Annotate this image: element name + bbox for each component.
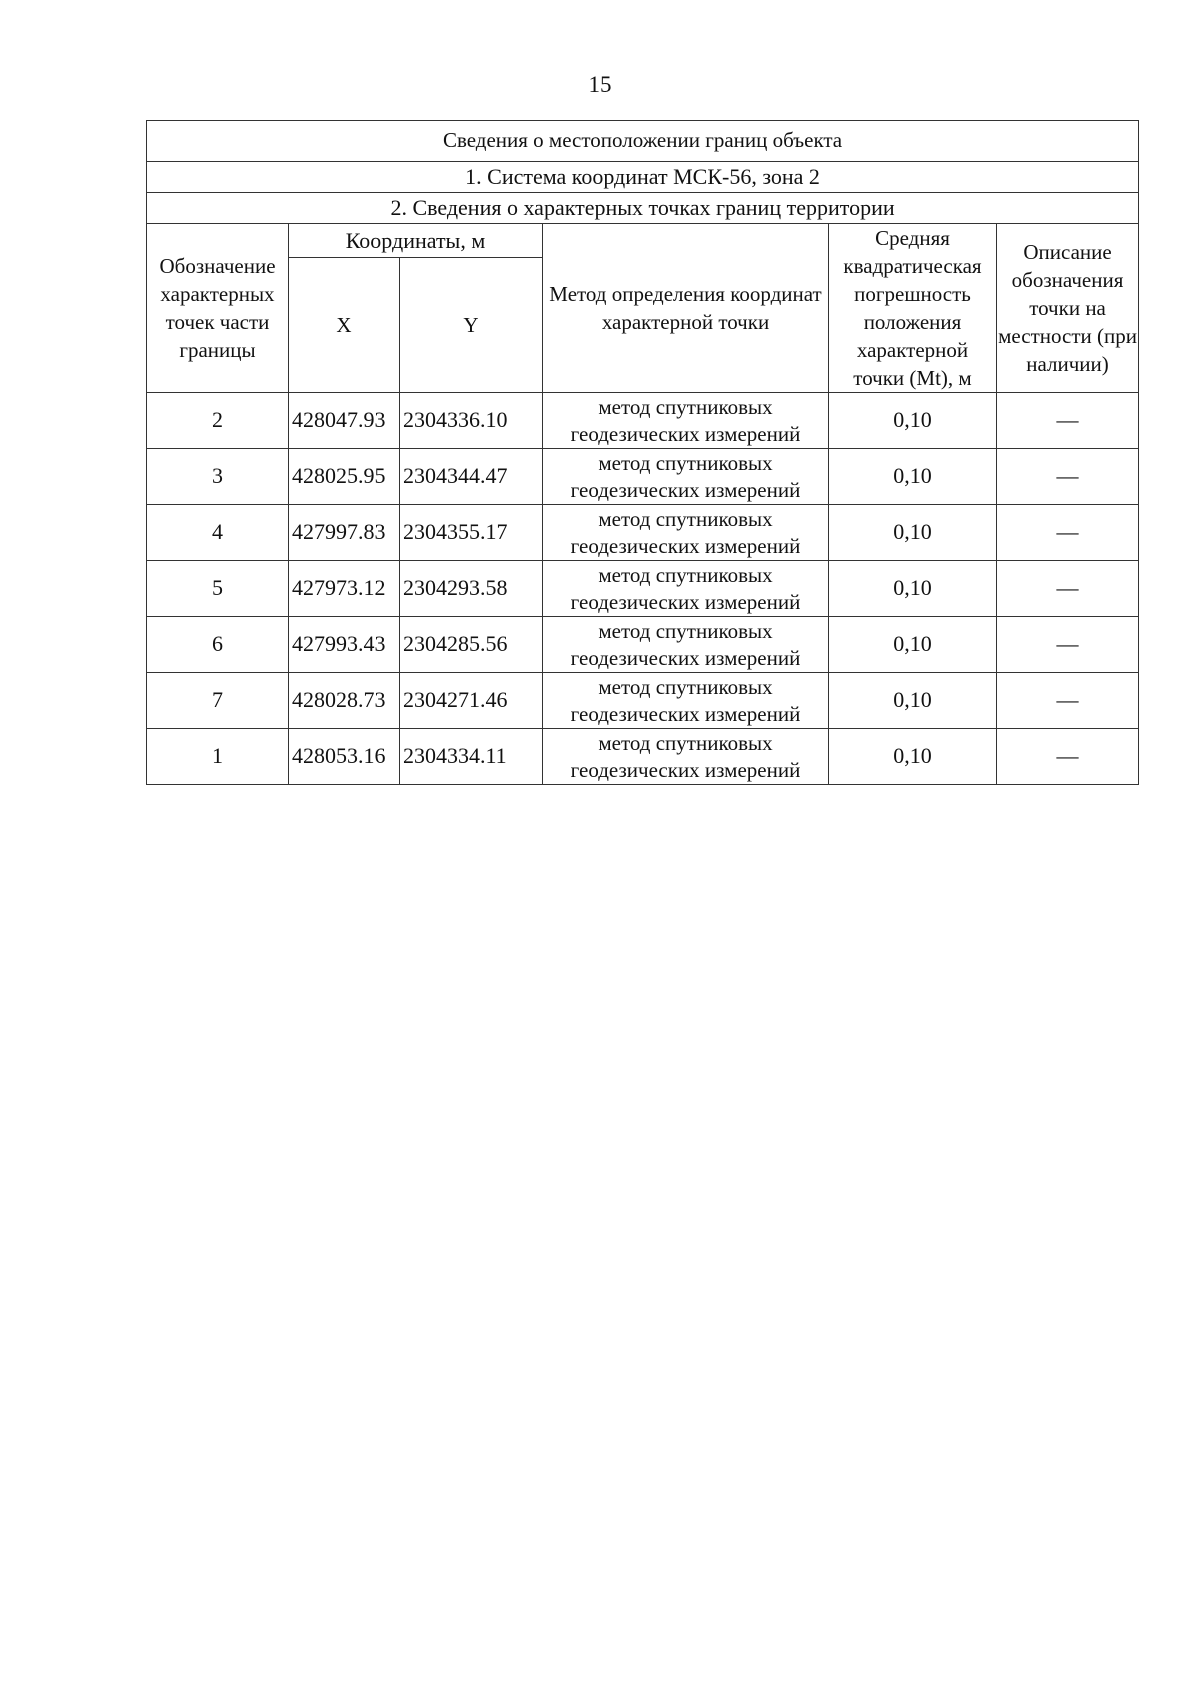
point-id-cell: 7 — [147, 673, 289, 729]
coordinate-system-line: 1. Система координат МСК-56, зона 2 — [147, 162, 1139, 193]
description-cell: — — [997, 449, 1139, 505]
x-coordinate-cell: 428028.73 — [289, 673, 400, 729]
table-row — [147, 393, 1139, 449]
description-cell: — — [997, 505, 1139, 561]
table-row — [147, 505, 1139, 561]
table-row — [147, 729, 1139, 785]
y-coordinate-cell: 2304334.11 — [400, 729, 543, 785]
method-cell: метод спутниковых геодезических измерений — [543, 673, 829, 729]
y-coordinate-cell: 2304344.47 — [400, 449, 543, 505]
y-coordinate-cell: 2304293.58 — [400, 561, 543, 617]
x-coordinate-cell: 427973.12 — [289, 561, 400, 617]
mean-error-cell: 0,10 — [829, 617, 997, 673]
y-coordinate-cell: 2304271.46 — [400, 673, 543, 729]
table-row — [147, 617, 1139, 673]
method-cell: метод спутниковых геодезических измерений — [543, 561, 829, 617]
header-description: Описание обозначения точки на местности (при наличии) — [997, 224, 1139, 393]
boundary-points-table — [146, 120, 1139, 785]
header-point-designation: Обозначение характерных точек части границы — [147, 224, 289, 393]
header-x: X — [289, 258, 400, 393]
table-row — [147, 673, 1139, 729]
table-row — [147, 449, 1139, 505]
table-caption: Сведения о местоположении границ объекта — [147, 121, 1139, 162]
mean-error-cell: 0,10 — [829, 449, 997, 505]
x-coordinate-cell: 427997.83 — [289, 505, 400, 561]
x-coordinate-cell: 428047.93 — [289, 393, 400, 449]
points-section-line: 2. Сведения о характерных точках границ территории — [147, 193, 1139, 224]
method-cell: метод спутниковых геодезических измерений — [543, 617, 829, 673]
x-coordinate-cell: 427993.43 — [289, 617, 400, 673]
x-coordinate-cell: 428053.16 — [289, 729, 400, 785]
description-cell: — — [997, 617, 1139, 673]
y-coordinate-cell: 2304355.17 — [400, 505, 543, 561]
point-id-cell: 6 — [147, 617, 289, 673]
method-cell: метод спутниковых геодезических измерений — [543, 505, 829, 561]
mean-error-cell: 0,10 — [829, 393, 997, 449]
description-cell: — — [997, 673, 1139, 729]
header-mean-error: Средняя квадратическая погрешность положения характерной точки (Mt), м — [829, 224, 997, 393]
page-number: 15 — [588, 72, 612, 97]
mean-error-cell: 0,10 — [829, 561, 997, 617]
point-id-cell: 2 — [147, 393, 289, 449]
method-cell: метод спутниковых геодезических измерений — [543, 729, 829, 785]
point-id-cell: 1 — [147, 729, 289, 785]
table-row — [147, 561, 1139, 617]
header-y: Y — [400, 258, 543, 393]
description-cell: — — [997, 561, 1139, 617]
point-id-cell: 4 — [147, 505, 289, 561]
mean-error-cell: 0,10 — [829, 505, 997, 561]
header-method: Метод определения координат характерной точки — [543, 224, 829, 393]
method-cell: метод спутниковых геодезических измерений — [543, 449, 829, 505]
y-coordinate-cell: 2304285.56 — [400, 617, 543, 673]
x-coordinate-cell: 428025.95 — [289, 449, 400, 505]
method-cell: метод спутниковых геодезических измерений — [543, 393, 829, 449]
point-id-cell: 3 — [147, 449, 289, 505]
mean-error-cell: 0,10 — [829, 673, 997, 729]
mean-error-cell: 0,10 — [829, 729, 997, 785]
header-coordinates: Координаты, м — [289, 224, 543, 258]
description-cell: — — [997, 393, 1139, 449]
description-cell: — — [997, 729, 1139, 785]
point-id-cell: 5 — [147, 561, 289, 617]
y-coordinate-cell: 2304336.10 — [400, 393, 543, 449]
